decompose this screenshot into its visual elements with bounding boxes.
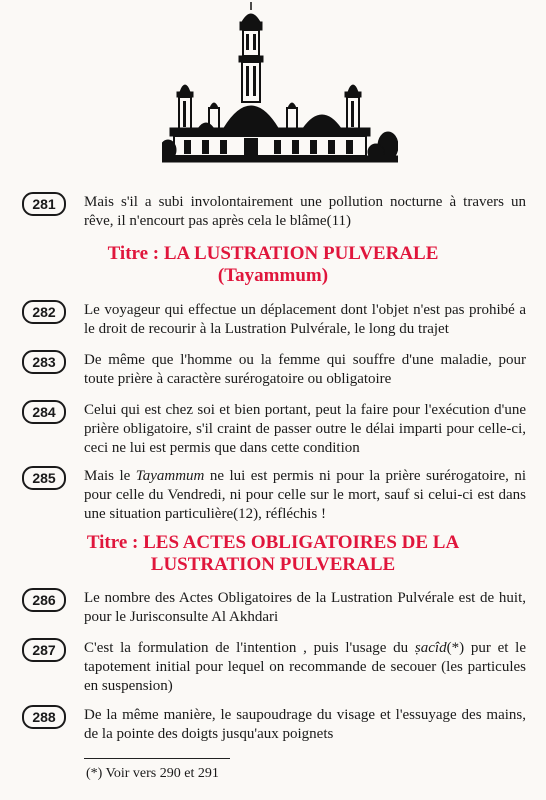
verse-text-285-part-1: Mais le [84, 468, 136, 484]
verse-number-283: 283 [22, 350, 66, 374]
verse-text-287-italic-term: ṣacîd [414, 640, 447, 656]
verse-text-287 [84, 639, 526, 696]
verse-text-287-part-2: (*) pur et le tapotement initial pour lequel on recommande de secouer (les particules en suspension) [84, 640, 526, 694]
section-title-1-line-1: Titre : LA LUSTRATION PULVERALE [107, 243, 439, 264]
verse-text-282: Le voyageur qui effectue un déplacement dont l'objet n'est pas prohibé a le droit de recourir à la Lustration Pulvérale, le long du trajet [84, 302, 526, 337]
verse-text-285-italic-term: Tayammum [135, 468, 205, 484]
footnote: (*) Voir vers 290 et 291 [86, 766, 219, 781]
section-title-1-line-2: (Tayammum) [217, 265, 329, 286]
verse-text-288: De la même manière, le saupoudrage du visage et l'essuyage des mains, de la pointe des doigts jusqu'aux poignets [84, 707, 526, 742]
verse-number-285: 285 [22, 466, 66, 490]
verse-number-288: 288 [22, 705, 66, 729]
verse-number-286: 286 [22, 588, 66, 612]
verse-number-287: 287 [22, 638, 66, 662]
verse-text-287-part-1: C'est la formulation de l'intention , puis l'usage du [84, 640, 415, 656]
verse-text-284: Celui qui est chez soi et bien portant, peut la faire pour l'exécution d'une prière obligatoire, s'il craint de passer outre le délai imparti pour celle-ci, ceci ne lui est permis que dans cette condition [84, 402, 526, 456]
verse-text-283: De même que l'homme ou la femme qui souffre d'une maladie, pour toute prière à caractère surérogatoire ou obligatoire [84, 352, 526, 387]
verse-number-281: 281 [22, 192, 66, 216]
verse-text-286: Le nombre des Actes Obligatoires de la Lustration Pulvérale est de huit, pour le Jurisconsulte Al Akhdari [84, 590, 526, 625]
section-title-2-line-1: Titre : LES ACTES OBLIGATOIRES DE LA [86, 532, 460, 553]
verse-text-285 [84, 467, 526, 524]
verse-text-285-part-2: ne lui est permis ni pour la prière surérogatoire, ni pour celle du Vendredi, ni pour celle sur le mort, sauf si celui-ci est dans une situation particulière(12), réfléchis ! [84, 468, 526, 522]
section-title-2-line-2: LUSTRATION PULVERALE [150, 554, 396, 575]
footnote-divider [84, 758, 230, 759]
verse-number-282: 282 [22, 300, 66, 324]
verse-text-281: Mais s'il a subi involontairement une pollution nocturne à travers un rêve, il n'encourt pas après cela le blâme(11) [84, 194, 526, 229]
verse-number-284: 284 [22, 400, 66, 424]
mosque-illustration [162, 0, 398, 166]
